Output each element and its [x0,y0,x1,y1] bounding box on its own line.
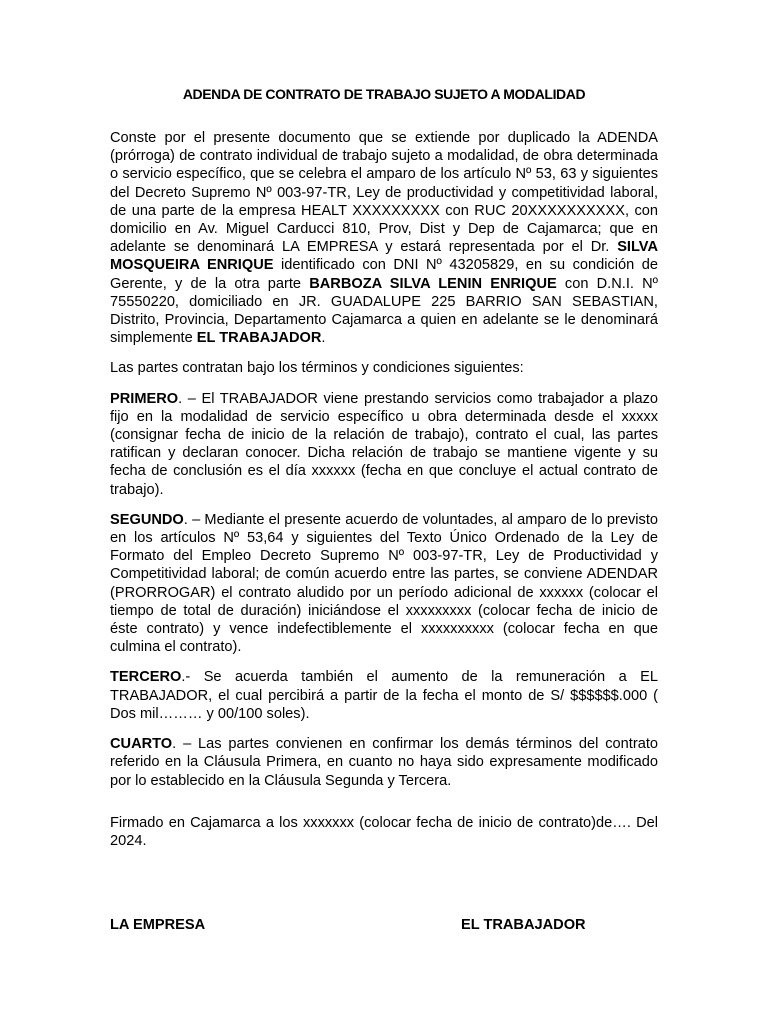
intro-text-1: Conste por el presente documento que se extiende por duplicado la ADENDA (prórroga) de contrato individual de trabajo sujeto a modalidad, de obra determinada o servicio específico, que se celebra el amparo de los artículo Nº 53, 63 y siguientes del Decreto Supremo Nº 003-97-TR, Ley de productividad y competitividad laboral, de una parte de la empresa HEALT XXXXXXXXX con RUC 20XXXXXXXXXX, con domicilio en Av. Miguel Carducci 810, Prov, Dist y Dep de Cajamarca; que en adelante se denominará LA EMPRESA y estará representada por el Dr. [110,130,658,256]
clause-segundo [110,511,658,657]
document-body [110,129,658,802]
clause-text: .- Se acuerda también el aumento de la remuneración a EL TRABAJADOR, el cual percibirá a partir de la fecha el monto de S/ $$$$$$.000 ( Dos mil……… y 00/100 soles). [110,669,658,722]
clause-label: TERCERO [110,669,182,686]
clause-cuarto [110,735,658,790]
clause-text: . – El TRABAJADOR viene prestando servicios como trabajador a plazo fijo en la modalidad de servicio específico u obra determinada desde el xxxxx (consignar fecha de inicio de la relación de trabajo), contrato el cual, las partes ratifican y declaran conocer. Dicha relación de trabajo se mantiene vigente y su fecha de conclusión es el día xxxxxx (fecha en que concluye el actual contrato de trabajo). [110,390,658,498]
clause-label: CUARTO [110,736,173,753]
signature-label-trabajador: EL TRABAJADOR [461,917,586,933]
worker-alias: EL TRABAJADOR [196,330,322,347]
clause-label: SEGUNDO [110,511,184,528]
clause-primero [110,390,658,499]
clause-tercero [110,668,658,723]
intro-text-3: con D.N.I. Nº 75550220, domiciliado en JR. GUADALUPE 225 BARRIO SAN SEBASTIAN, Distrito, Provincia, Departamento Cajamarca a quien en adelante se le denominará simplemente [110,275,658,347]
terms-intro: Las partes contratan bajo los términos y condiciones siguientes: [110,360,524,377]
employer-representative: SILVA MOSQUEIRA ENRIQUE [110,239,658,274]
clause-text: . – Las partes convienen en confirmar los demás términos del contrato referido en la Cláusula Primera, en cuanto no haya sido expresamente modificado por lo establecido en la Cláusula Segunda y Tercera. [110,736,658,789]
intro-text-4: . [321,330,326,347]
worker-name: BARBOZA SILVA LENIN ENRIQUE [309,275,557,292]
clause-label: PRIMERO [110,390,179,407]
document-title: ADENDA DE CONTRATO DE TRABAJO SUJETO A MODALIDAD [182,86,586,102]
intro-paragraph [110,129,658,347]
signature-label-empresa: LA EMPRESA [110,917,206,933]
intro-text-2: identificado con DNI Nº 43205829, en su condición de Gerente, y de la otra parte [110,257,658,292]
clause-text: . – Mediante el presente acuerdo de voluntades, al amparo de lo previsto en los artículos Nº 53,64 y siguientes del Texto Único Ordenado de la Ley de Formato del Empleo Decreto Supremo Nº 003-97-TR, Ley de Productividad y Competitividad laboral; de común acuerdo entre las partes, se conviene ADENDAR (PRORROGAR) el contrato aludido por un período adicional de xxxxxx (colocar el tiempo de total de duración) iniciándose el xxxxxxxxx (colocar fecha de inicio de éste contrato) y vence indefectiblemente el xxxxxxxxxx (colocar fecha en que culmina el contrato). [110,511,658,656]
signed-line: Firmado en Cajamarca a los xxxxxxx (colocar fecha de inicio de contrato)de…. Del 2024. [110,815,658,850]
